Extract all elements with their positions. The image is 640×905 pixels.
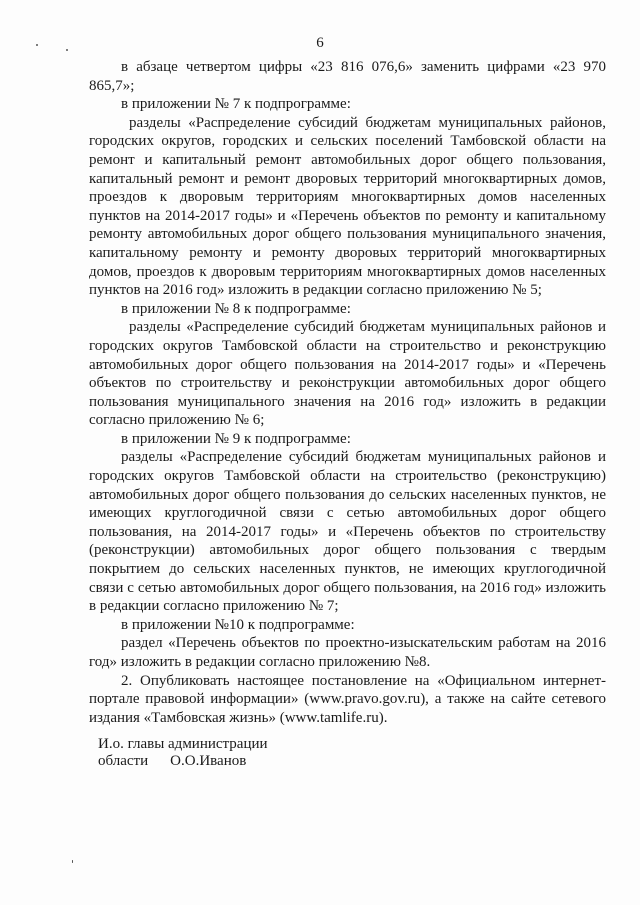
paragraph-appendix-9-sections: разделы «Распределение субсидий бюджетам муниципальных районов и городских округов Тамбовской области на строительство (реконструкцию) автомобильных дорог общего пользования до сельских населенных пунктов, не имеющих круглогодичной связи с сетью автомобильных дорог общего пользования, на 2014-2017 годы» и «Перечень объектов по строительству (реконструкции) автомобильных дорог общего пользования с твердым покрытием до сельских населенных пунктов, не имеющих круглогодичной связи с сетью автомобильных дорог общего пользования, на 2016 год» изложить в редакции согласно приложению № 7; (89, 449, 606, 615)
paragraph-amend-abzac: в абзаце четвертом цифры «23 816 076,6» заменить цифрами «23 970 865,7»; (89, 59, 606, 94)
signature-region: области (98, 753, 149, 769)
paragraph-appendix-8-heading: в приложении № 8 к подпрограмме: (121, 300, 351, 317)
signature-name: О.О.Иванов (170, 753, 247, 769)
paragraph-appendix-10-heading: в приложении №10 к подпрограмме: (121, 616, 355, 633)
paragraph-appendix-9-heading: в приложении № 9 к подпрограмме: (121, 430, 351, 447)
document-body (89, 58, 606, 727)
signature-title-line1: И.о. главы администрации (98, 736, 268, 752)
paragraph-appendix-8-sections: разделы «Распределение субсидий бюджетам муниципальных районов и городских округов Тамбовской области на строительство и реконструкцию автомобильных дорог общего пользования на 2014-2017 годы» и «Перечень объектов по строительству и реконструкции автомобильных дорог общего пользования муниципального значения на 2016 год» изложить в редакции согласно приложению № 6; (89, 319, 606, 429)
page-number: 6 (316, 35, 324, 51)
scan-speck (72, 860, 73, 863)
paragraph-appendix-7-sections: разделы «Распределение субсидий бюджетам муниципальных районов, городских округов, городских и сельских поселений Тамбовской области на ремонт и капитальный ремонт автомобильных дорог общего пользования, капитальный ремонт и ремонт дворовых территорий многоквартирных домов, проездов к дворовым территориям многоквартирных домов населенных пунктов на 2014-2017 годы» и «Перечень объектов по ремонту и капитальному ремонту автомобильных дорог общего пользования муниципального значения, капитальному ремонту и ремонту дворовых территорий многоквартирных домов, проездов к дворовым территориям многоквартирных домов населенных пунктов на 2016 год» изложить в редакции согласно приложению № 5; (89, 114, 606, 299)
signature-block (98, 736, 268, 770)
paragraph-publish-clause: 2. Опубликовать настоящее постановление на «Официальном интернет-портале правовой информации» (www.pravo.gov.ru), а также на сайте сетевого издания «Тамбовская жизнь» (www.tamlife.ru). (89, 672, 606, 726)
paragraph-appendix-7-heading: в приложении № 7 к подпрограмме: (121, 96, 351, 113)
paragraph-appendix-10-section: раздел «Перечень объектов по проектно-изыскательским работам на 2016 год» изложить в редакции согласно приложению №8. (89, 635, 606, 670)
signature-title-line2 (98, 753, 268, 770)
